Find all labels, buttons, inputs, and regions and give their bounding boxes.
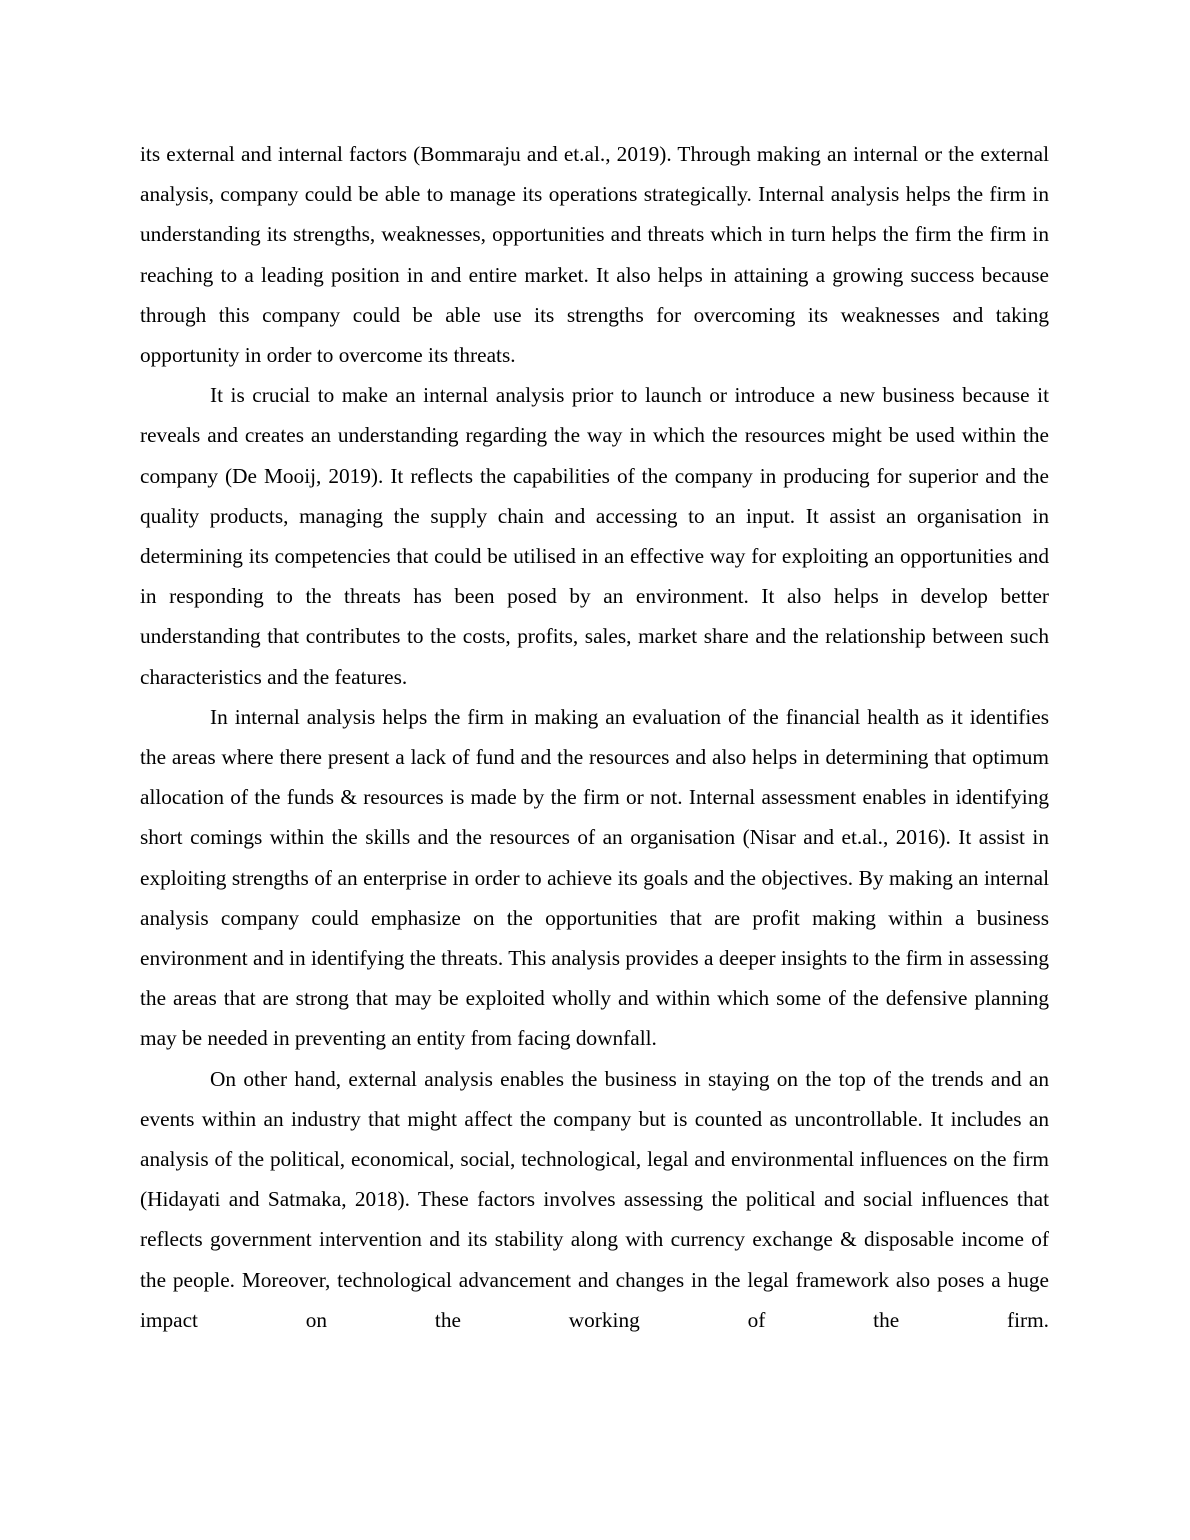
- paragraph-3: In internal analysis helps the firm in making an evaluation of the financial health as it identifies the areas where there present a lack of fund and the resources and also helps in determining that optimum allocation of the funds & resources is made by the firm or not. Internal assessment enables in identifying short comings within the skills and the resources of an organisation (Nisar and et.al., 2016). It assist in exploiting strengths of an enterprise in order to achieve its goals and the objectives. By making an internal analysis company could emphasize on the opportunities that are profit making within a business environment and in identifying the threats. This analysis provides a deeper insights to the firm in assessing the areas that are strong that may be exploited wholly and within which some of the defensive planning may be needed in preventing an entity from facing downfall.: [140, 704, 1049, 1051]
- paragraph-1: its external and internal factors (Bommaraju and et.al., 2019). Through making an internal or the external analysis, company could be able to manage its operations strategically. Internal analysis helps the firm in understanding its strengths, weaknesses, opportunities and threats which in turn helps the firm the firm in reaching to a leading position in and entire market. It also helps in attaining a growing success because through this company could be able use its strengths for overcoming its weaknesses and taking opportunity in order to overcome its threats.: [140, 142, 1049, 368]
- paragraph-4: On other hand, external analysis enables the business in staying on the top of the trends and an events within an industry that might affect the company but is counted as uncontrollable. It includes an analysis of the political, economical, social, technological, legal and environmental influences on the firm (Hidayati and Satmaka, 2018). These factors involves assessing the political and social influences that reflects government intervention and its stability along with currency exchange & disposable income of the people. Moreover, technological advancement and changes in the legal framework also poses a huge impact on the working of the firm.: [140, 1066, 1049, 1332]
- paragraph-2: It is crucial to make an internal analysis prior to launch or introduce a new business because it reveals and creates an understanding regarding the way in which the resources might be used within the company (De Mooij, 2019). It reflects the capabilities of the company in producing for superior and the quality products, managing the supply chain and accessing to an input. It assist an organisation in determining its competencies that could be utilised in an effective way for exploiting an opportunities and in responding to the threats has been posed by an environment. It also helps in develop better understanding that contributes to the costs, profits, sales, market share and the relationship between such characteristics and the features.: [140, 383, 1049, 689]
- document-page: [140, 134, 1049, 1340]
